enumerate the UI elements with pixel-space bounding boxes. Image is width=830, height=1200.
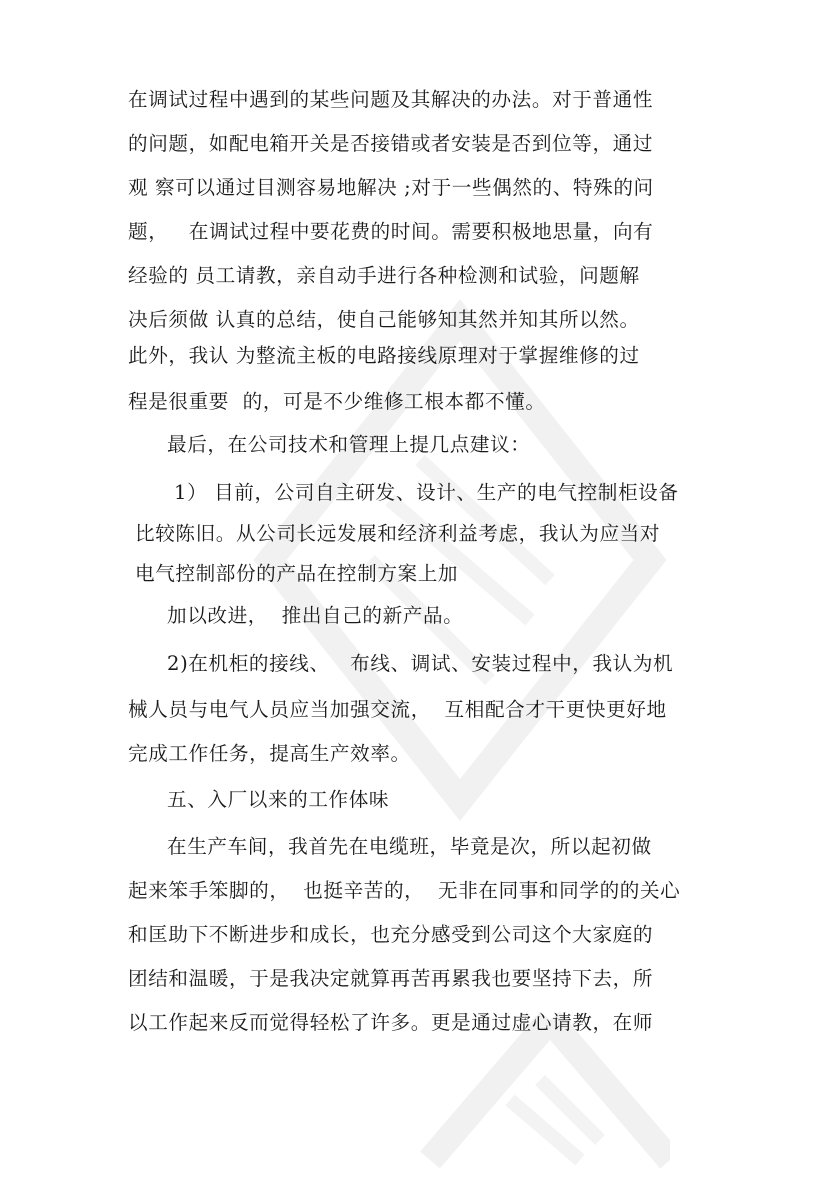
text-line-22: 以工作起来反而觉得轻松了许多。更是通过虚心请教，在师 [128, 1011, 654, 1034]
text-line-19: 起来笨手笨脚的， 也挺辛苦的， 无非在同事和同学的的关心 [128, 879, 681, 902]
suggestion-item-1-cont-1: 比较陈旧。从公司长远发展和经济利益考虑，我认为应当对 [135, 522, 661, 545]
suggestion-item-2: 2)在机柜的接线、 布线、调试、安装过程中，我认为机 [167, 652, 674, 675]
text-line-7: 此外，我认 为整流主板的电路接线原理对于掌握维修的过 [128, 344, 640, 367]
text-line-4: 题， 在调试过程中要花费的时间。需要积极地思量，向有 [128, 220, 654, 243]
text-line-3: 观 察可以通过目测容易地解决 ;对于一些偶然的、特殊的问 [128, 176, 654, 199]
text-line-18: 在生产车间，我首先在电缆班，毕竟是次，所以起初做 [167, 835, 652, 858]
section-heading-5: 五、入厂以来的工作体味 [167, 788, 390, 811]
text-line-1: 在调试过程中遇到的某些问题及其解决的办法。对于普通性 [128, 88, 654, 111]
suggestion-item-1-cont-2: 电气控制部份的产品在控制方案上加 [135, 562, 459, 585]
text-line-20: 和匡助下不断进步和成长，也充分感受到公司这个大家庭的 [128, 923, 654, 946]
suggestion-item-2-cont-2: 完成工作任务，提高生产效率。 [128, 742, 411, 765]
suggestions-intro: 最后，在公司技术和管理上提几点建议： [167, 433, 531, 456]
text-line-2: 的问题，如配电箱开关是否接错或者安装是否到位等，通过 [128, 132, 654, 155]
text-line-6: 决后须做 认真的总结，使自己能够知其然并知其所以然。 [128, 308, 640, 331]
suggestion-item-1: 1） 目前，公司自主研发、设计、生产的电气控制柜设备 [174, 481, 679, 504]
text-line-21: 团结和温暖，于是我决定就算再苦再累我也要坚持下去，所 [128, 967, 654, 990]
text-line-5: 经验的 员工请教，亲自动手进行各种检测和试验，问题解 [128, 264, 640, 287]
suggestion-item-1-cont-3: 加以改进， 推出自己的新产品。 [167, 604, 464, 627]
text-line-8: 程是很重要 的，可是不少维修工根本都不懂。 [128, 390, 546, 413]
suggestion-item-2-cont-1: 械人员与电气人员应当加强交流， 互相配合才干更快更好地 [128, 698, 667, 721]
